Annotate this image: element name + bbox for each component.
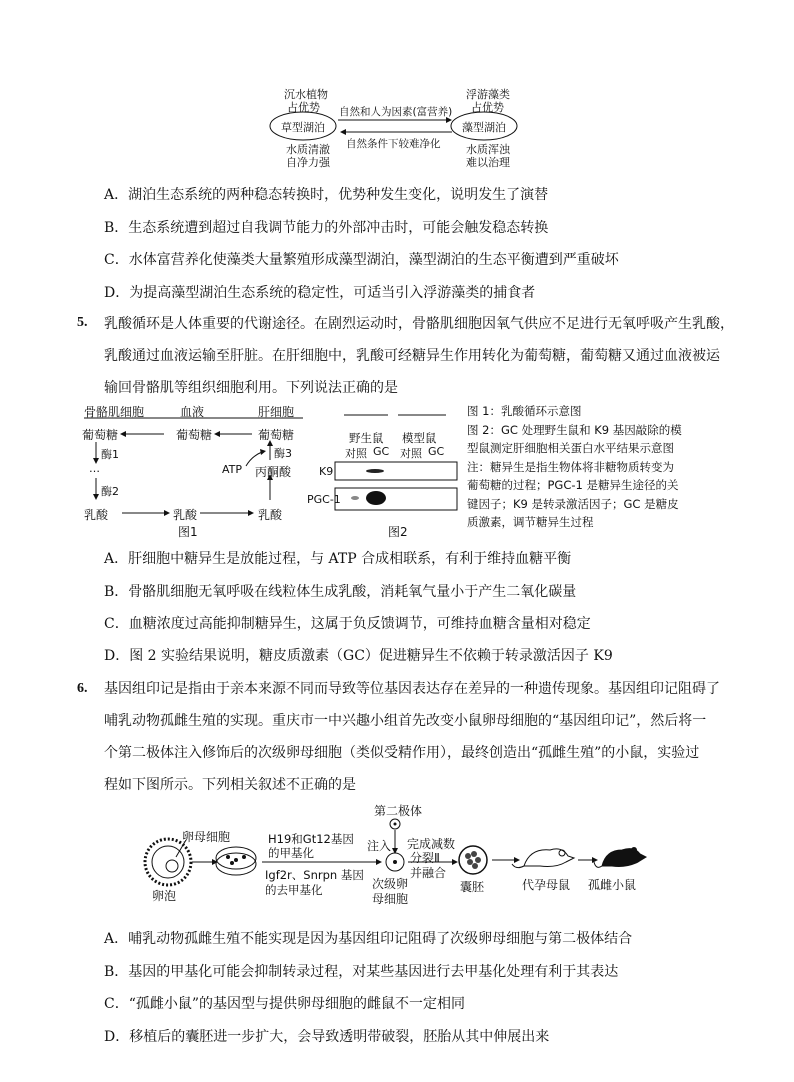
lake-left-bottom-1: 水质清澈 <box>286 143 330 156</box>
fig2-wild-mouse: 野生鼠 <box>349 431 384 445</box>
q6-secondary-oocyte-2: 母细胞 <box>372 892 409 906</box>
q6-polar-body-label: 第二极体 <box>374 804 423 818</box>
fig2-row-k9: K9 <box>319 465 334 478</box>
legend-line-1: 图 1：乳酸循环示意图 <box>467 404 582 418</box>
fig1-enzyme-3: 酶3 <box>274 447 292 460</box>
fig1-dots: … <box>89 462 100 475</box>
q6-surrogate-label: 代孕母鼠 <box>522 878 571 892</box>
q6-methyl-label-2: 的甲基化 <box>268 846 314 860</box>
q6-clone-mouse-label: 孤雌小鼠 <box>588 878 637 892</box>
lake-left-bottom-2: 自净力强 <box>286 156 330 169</box>
q5-stem-line-1: 乳酸循环是人体重要的代谢途径。在剧烈运动时，骨骼肌细胞因氧气供应不足进行无氧呼吸产生乳酸， <box>104 316 734 332</box>
q5-number: 5. <box>77 315 88 330</box>
fig1-atp: ATP <box>222 463 243 476</box>
q5-option-d[interactable]: D．图 2 实验结果说明，糖皮质激素（GC）促进糖异生不依赖于转录激活因子 K9 <box>104 648 613 664</box>
legend-line-5: 葡萄糖的过程；PGC-1 是糖异生途径的关 <box>467 478 679 492</box>
q5-option-b[interactable]: B．骨骼肌细胞无氧呼吸在线粒体生成乳酸，消耗氧气量小于产生二氧化碳量 <box>104 584 577 600</box>
lake-right-bottom-2: 难以治理 <box>466 156 510 169</box>
q6-meiosis-label-2: 分裂Ⅱ <box>410 851 440 865</box>
q6-stem-line-2: 哺乳动物孤雌生殖的实现。重庆市一中兴趣小组首先改变小鼠卵母细胞的“基因组印记”，然后将一 <box>104 713 707 729</box>
fig2-caption: 图2 <box>388 525 408 539</box>
q6-option-c[interactable]: C．“孤雌小鼠”的基因型与提供卵母细胞的雌鼠不一定相同 <box>104 996 466 1012</box>
legend-line-2: 图 2：GC 处理野生鼠和 K9 基因敲除的模 <box>467 422 682 437</box>
lake-left-node: 草型湖泊 <box>281 121 325 134</box>
fig2-model-mouse: 模型鼠 <box>402 431 437 445</box>
q4-option-c[interactable]: C．水体富营养化使藻类大量繁殖形成藻型湖泊，藻型湖泊的生态平衡遭到严重破坏 <box>104 252 619 268</box>
q6-demethyl-label-1: Igf2r、Snrpn 基因 <box>265 868 364 882</box>
q6-blastocyst-label: 囊胚 <box>460 880 485 894</box>
fig2-gc-1: GC <box>373 445 390 458</box>
legend-line-4: 注：糖异生是指生物体将非糖物质转变为 <box>467 459 674 474</box>
fig1-pyruvate: 丙酮酸 <box>255 465 292 479</box>
fig1-glucose-blood: 葡萄糖 <box>176 428 213 442</box>
legend-line-3: 型鼠测定肝细胞相关蛋白水平结果示意图 <box>467 441 674 455</box>
q6-option-d[interactable]: D．移植后的囊胚进一步扩大，会导致透明带破裂，胚胎从其中伸展出来 <box>104 1029 550 1045</box>
fig1-lactate-liver: 乳酸 <box>258 508 283 522</box>
fig2-row-pgc1: PGC-1 <box>307 493 341 506</box>
lake-right-node: 藻型湖泊 <box>462 121 506 134</box>
q6-methyl-label-1: H19和Gt12基因 <box>268 832 354 846</box>
q4-option-a[interactable]: A．湖泊生态系统的两种稳态转换时，优势种发生变化，说明发生了演替 <box>104 187 549 203</box>
q6-inject-label: 注入 <box>367 839 392 853</box>
q6-secondary-oocyte-1: 次级卵 <box>372 877 409 891</box>
lake-right-top-1: 浮游藻类 <box>466 88 510 101</box>
fig1-caption: 图1 <box>178 525 198 539</box>
fig1-enzyme-2: 酶2 <box>101 485 119 498</box>
fig1-lactate-muscle: 乳酸 <box>84 508 109 522</box>
fig1-glucose-muscle: 葡萄糖 <box>82 428 119 442</box>
lake-right-top-2: 占优势 <box>471 101 504 114</box>
q4-option-b[interactable]: B．生态系统遭到超过自我调节能力的外部冲击时，可能会触发稳态转换 <box>104 220 549 236</box>
lake-right-bottom-1: 水质浑浊 <box>466 143 510 156</box>
q4-option-d[interactable]: D．为提高藻型湖泊生态系统的稳定性，可适当引入浮游藻类的捕食者 <box>104 285 536 301</box>
q5-stem-line-3: 输回骨骼肌等组织细胞利用。下列说法正确的是 <box>104 380 398 396</box>
fig2-ctrl-2: 对照 <box>400 447 422 460</box>
fig1-enzyme-1: 酶1 <box>101 448 119 461</box>
q6-option-a[interactable]: A．哺乳动物孤雌生殖不能实现是因为基因组印记阻碍了次级卵母细胞与第二极体结合 <box>104 931 633 947</box>
q6-follicle-label: 卵泡 <box>152 889 177 903</box>
q6-stem-line-1: 基因组印记是指由于亲本来源不同而导致等位基因表达存在差异的一种遗传现象。基因组印记阻碍了 <box>104 681 720 697</box>
fig1-col-blood: 血液 <box>180 405 205 419</box>
q6-option-b[interactable]: B．基因的甲基化可能会抑制转录过程，对某些基因进行去甲基化处理有利于其表达 <box>104 964 619 980</box>
q5-stem-line-2: 乳酸通过血液运输至肝脏。在肝细胞中，乳酸可经糖异生作用转化为葡萄糖，葡萄糖又通过血液被运 <box>104 348 720 364</box>
fig1-lactate-blood: 乳酸 <box>173 508 198 522</box>
fig1-glucose-liver: 葡萄糖 <box>258 428 295 442</box>
q6-stem-line-3: 个第二极体注入修饰后的次级卵母细胞（类似受精作用），最终创造出“孤雌生殖”的小鼠，实验过 <box>104 745 700 761</box>
q5-option-c[interactable]: C．血糖浓度过高能抑制糖异生，这属于负反馈调节，可维持血糖含量相对稳定 <box>104 616 591 632</box>
q6-oocyte-label: 卵母细胞 <box>182 830 231 844</box>
legend-line-7: 质激素，调节糖异生过程 <box>467 515 594 529</box>
fig1-col-liver: 肝细胞 <box>258 405 295 419</box>
q6-demethyl-label-2: 的去甲基化 <box>265 883 323 897</box>
lake-left-top-1: 沉水植物 <box>284 88 328 101</box>
fig1-col-muscle: 骨骼肌细胞 <box>84 405 145 419</box>
q6-meiosis-label-1: 完成减数 <box>407 837 456 851</box>
q6-meiosis-label-3: 并融合 <box>410 866 447 880</box>
q6-number: 6. <box>77 681 88 696</box>
lake-left-top-2: 占优势 <box>287 101 320 114</box>
lake-arrow-left-label: 自然条件下较难净化 <box>346 138 441 150</box>
fig2-ctrl-1: 对照 <box>345 447 367 460</box>
legend-line-6: 键因子；K9 是转录激活因子；GC 是糖皮 <box>467 496 679 511</box>
fig2-gc-2: GC <box>428 445 445 458</box>
q6-stem-line-4: 程如下图所示。下列相关叙述不正确的是 <box>104 777 356 793</box>
q5-option-a[interactable]: A．肝细胞中糖异生是放能过程，与 ATP 合成相联系，有利于维持血糖平衡 <box>104 551 572 567</box>
lake-arrow-right-label: 自然和人为因素(富营养) <box>339 106 453 118</box>
